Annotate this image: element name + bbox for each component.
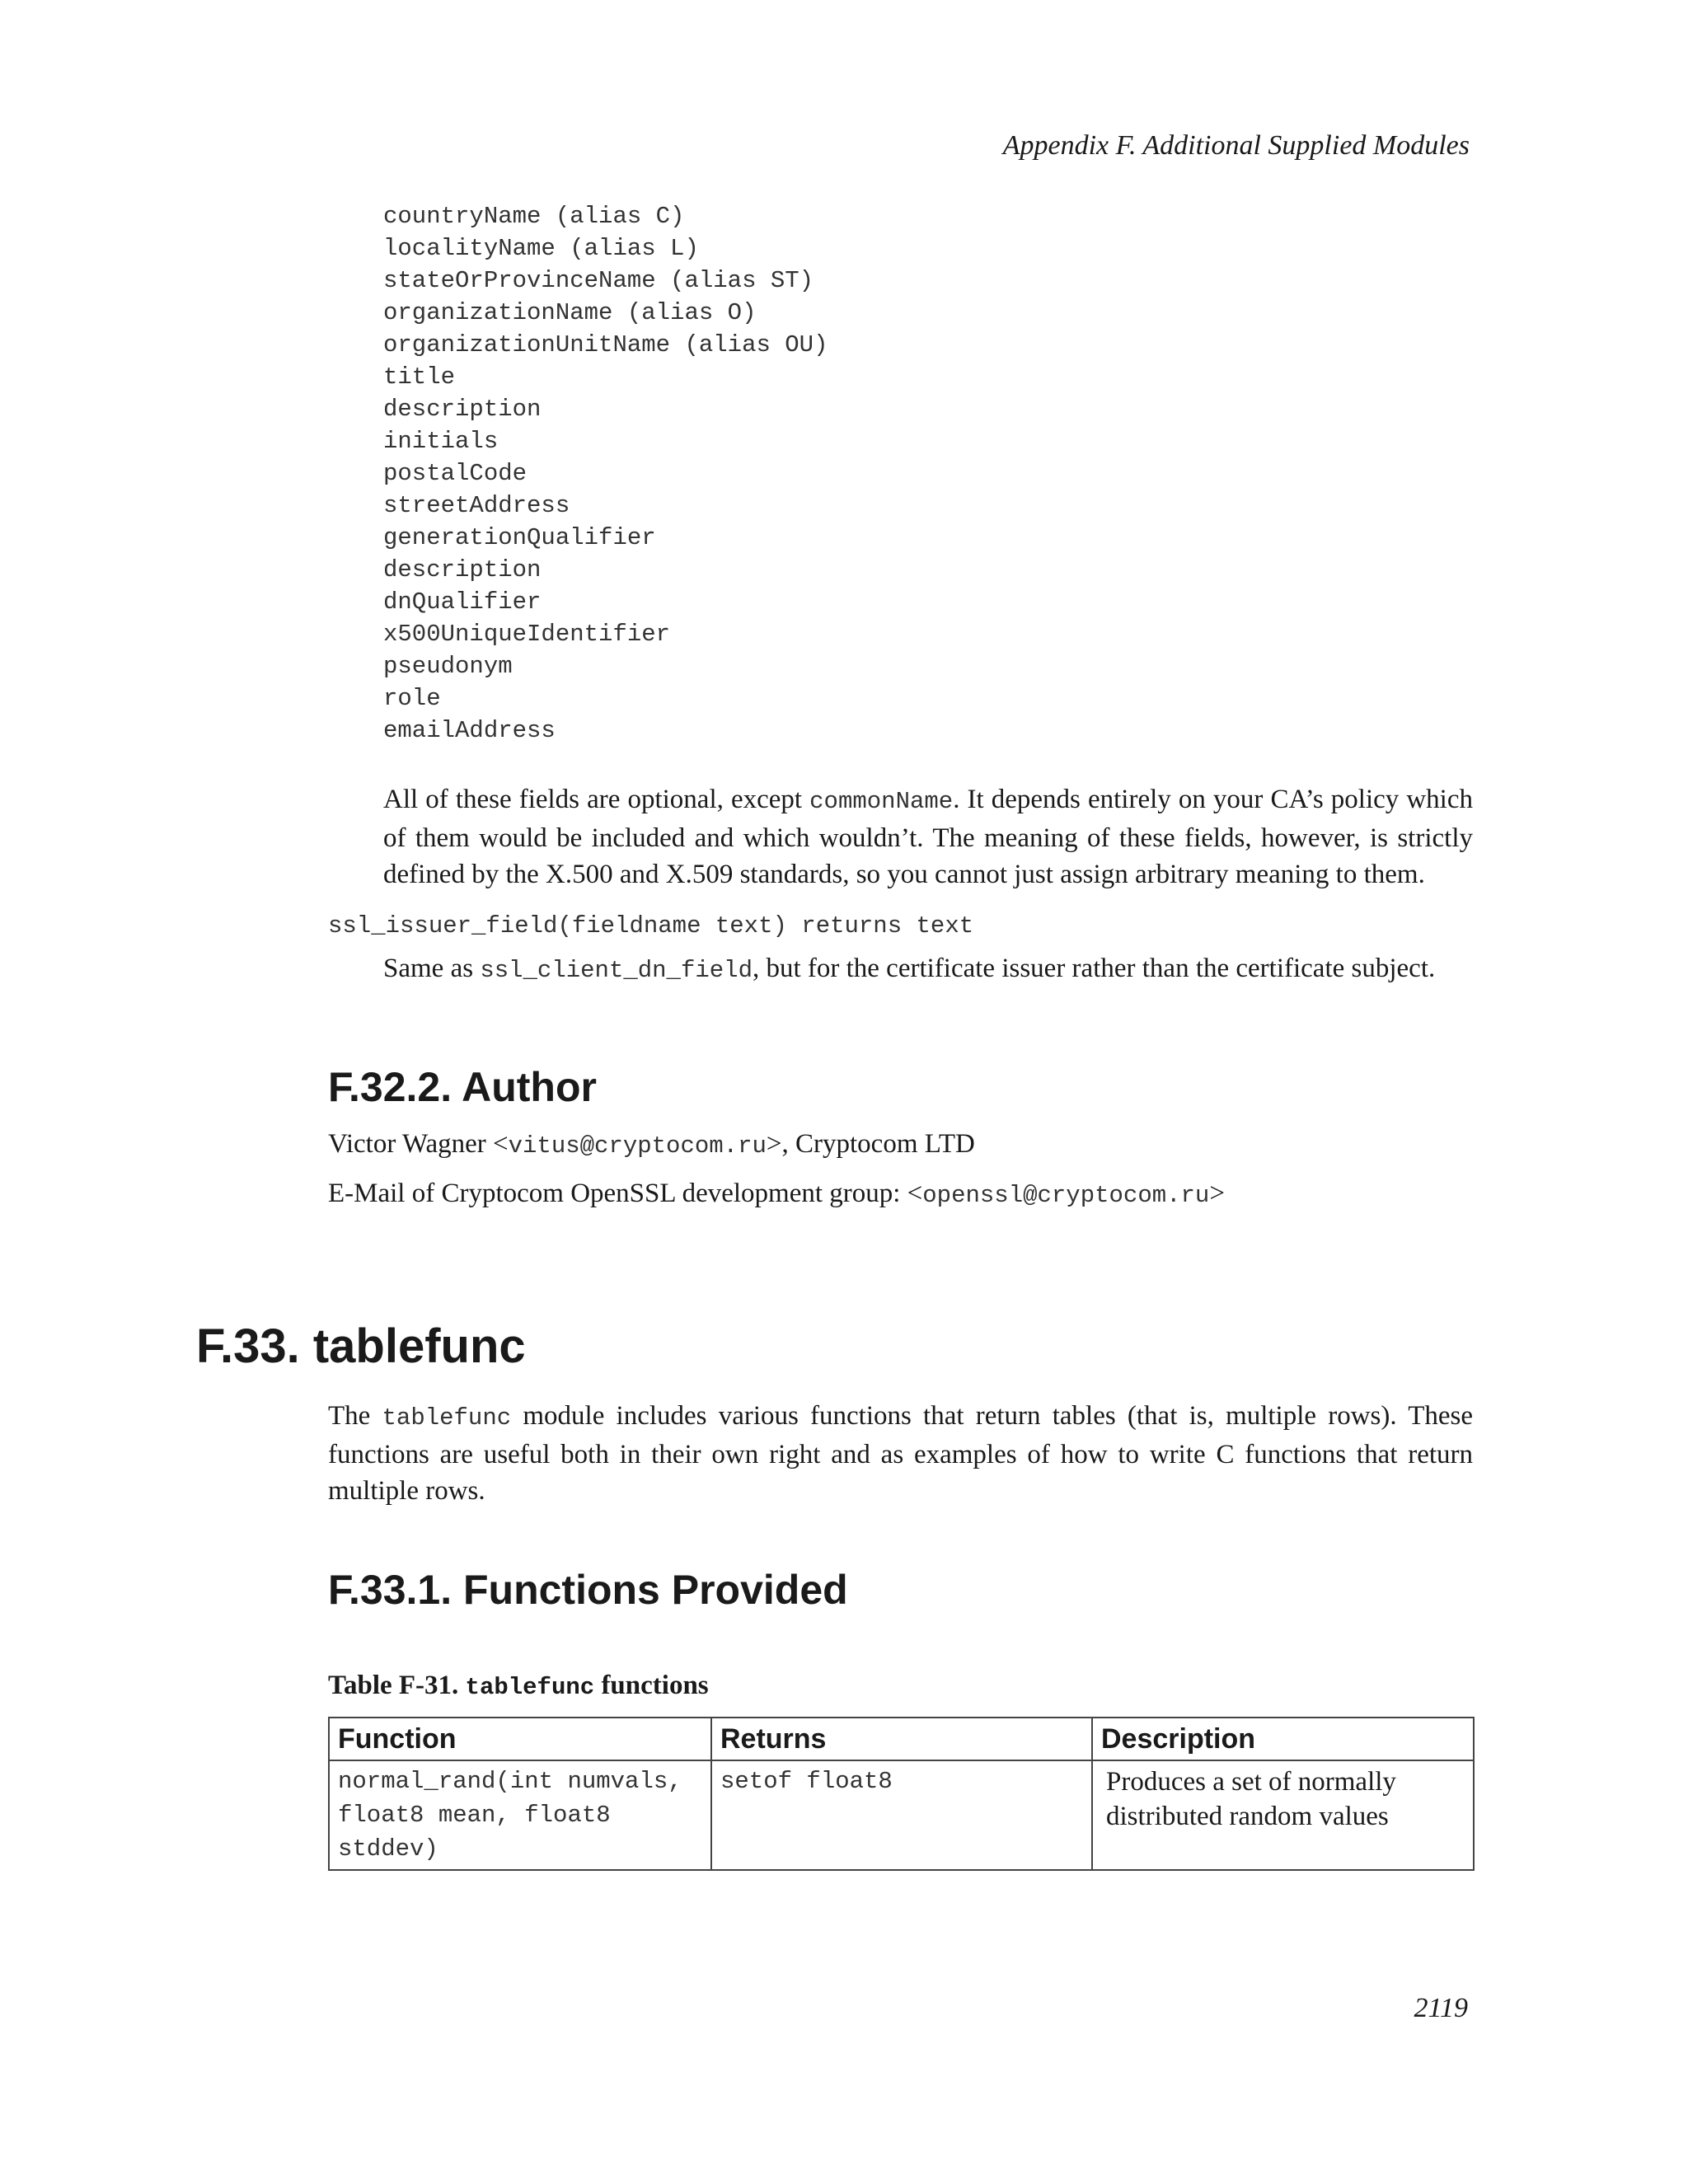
- tablefunc-intro-paragraph: [328, 1398, 1473, 1509]
- author-heading: F.32.2. Author: [328, 1064, 597, 1110]
- optional-fields-paragraph: [383, 781, 1473, 893]
- paragraph-text: All of these fields are optional, except: [383, 785, 810, 814]
- paragraph-text: , but for the certificate issuer rather than the certificate subject.: [752, 954, 1436, 983]
- table-header-row: [329, 1718, 1474, 1760]
- tablefunc-functions-table: [328, 1717, 1475, 1871]
- table-row: [329, 1760, 1474, 1870]
- cell-returns: setof float8: [711, 1760, 1092, 1870]
- tablefunc-heading: F.33. tablefunc: [196, 1319, 526, 1373]
- column-header-description: Description: [1092, 1718, 1474, 1760]
- paragraph-text: The: [328, 1401, 382, 1431]
- caption-prefix: Table F-31.: [328, 1671, 466, 1700]
- field-list-item: stateOrProvinceName (alias ST): [383, 267, 814, 294]
- field-list-item: title: [383, 363, 456, 391]
- inline-code-client-dn-field: ssl_client_dn_field: [480, 957, 753, 984]
- cell-function: normal_rand(int numvals, float8 mean, float8 stddev): [329, 1760, 711, 1870]
- author-email-link[interactable]: vitus@cryptocom.ru: [508, 1132, 767, 1160]
- group-email-line: [328, 1179, 1225, 1209]
- field-list-item: description: [383, 556, 542, 583]
- column-header-function: Function: [329, 1718, 711, 1760]
- author-line: [328, 1129, 975, 1160]
- field-list-item: postalCode: [383, 460, 528, 487]
- author-name: Victor Wagner <: [328, 1129, 509, 1159]
- field-list-item: description: [383, 396, 542, 423]
- paragraph-text: module includes various functions that return tables (that is, multiple rows). These functions are useful both in their own right and as examples of how to write C functions that return multiple rows.: [328, 1401, 1474, 1506]
- field-list-item: streetAddress: [383, 492, 570, 519]
- caption-suffix: functions: [594, 1671, 709, 1700]
- field-list-item: generationQualifier: [383, 524, 656, 551]
- group-email-link[interactable]: openssl@cryptocom.ru: [922, 1182, 1210, 1209]
- field-list-item: role: [383, 685, 441, 712]
- field-list-item: dnQualifier: [383, 588, 542, 616]
- functions-provided-heading: F.33.1. Functions Provided: [328, 1567, 848, 1613]
- group-label: E-Mail of Cryptocom OpenSSL development group: <: [328, 1179, 923, 1208]
- caption-code: tablefunc: [465, 1674, 595, 1701]
- field-list-item: countryName (alias C): [383, 203, 685, 230]
- field-list-item: pseudonym: [383, 653, 513, 680]
- running-header: Appendix F. Additional Supplied Modules: [1002, 130, 1470, 161]
- field-list-item: emailAddress: [383, 717, 556, 744]
- author-affiliation: >, Cryptocom LTD: [766, 1129, 975, 1159]
- paragraph-text: Same as: [383, 954, 481, 983]
- paragraph-text: . It depends entirely on your CA’s policy which of them would be included and which wouldn’t. The meaning of these fields, however, is strictly defined by the X.500 and X.509 standards, so you cannot just assign arbitrary meaning to them.: [383, 785, 1473, 889]
- field-list-item: initials: [383, 428, 499, 455]
- page-number: 2119: [1414, 1993, 1468, 2023]
- field-list-item: organizationUnitName (alias OU): [383, 331, 828, 359]
- certificate-field-list: [383, 200, 828, 747]
- cell-description: Produces a set of normally distributed random values: [1092, 1760, 1474, 1870]
- field-list-item: localityName (alias L): [383, 235, 699, 262]
- inline-code-commonname: commonName: [809, 788, 954, 815]
- group-close: >: [1209, 1179, 1225, 1208]
- function-signature-issuer-field: ssl_issuer_field(fieldname text) returns text: [328, 912, 974, 940]
- field-list-item: organizationName (alias O): [383, 299, 757, 326]
- field-list-item: x500UniqueIdentifier: [383, 621, 671, 648]
- table-caption: [328, 1671, 709, 1701]
- column-header-returns: Returns: [711, 1718, 1092, 1760]
- inline-code-tablefunc: tablefunc: [382, 1404, 512, 1432]
- issuer-field-description: [383, 950, 1488, 989]
